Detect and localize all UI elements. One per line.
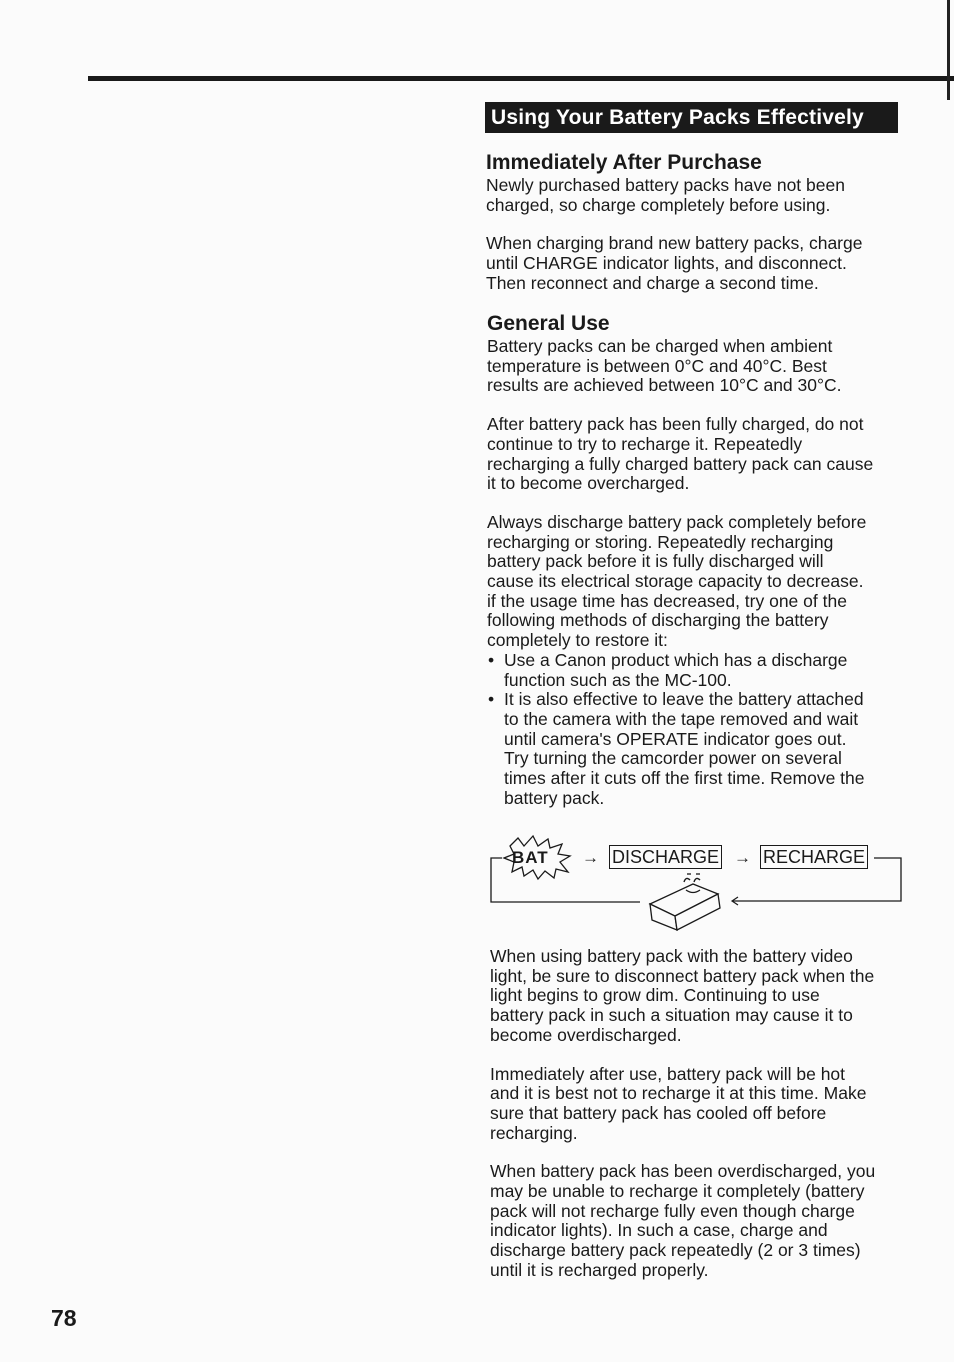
paragraph: Newly purchased battery packs have not been charged, so charge completely before using. [486,175,845,215]
paragraph: Immediately after use, battery pack will be hot and it is best not to recharge it at this time. Make sure that battery pack has cooled off before recharging. [490,1063,867,1143]
page-edge-mark [947,0,950,100]
section-general-use [487,312,907,808]
paragraph: Always discharge battery pack completely before recharging or storing. Repeatedly recharging battery pack before it is fully discharged will cause its electrical storage capacity to decrease. if the usage time has decreased, try one of the following methods of discharging the battery completely to restore it: [487,511,867,651]
paragraph: When using battery pack with the battery video light, be sure to disconnect battery pack when the light begins to grow dim. Continuing to use battery pack in such a situation may cause it to become overdischarged. [490,946,875,1045]
paragraph: After battery pack has been fully charged, do not continue to try to recharge it. Repeatedly recharging a fully charged battery pack can cause it to become overcharged. [487,414,874,494]
discharge-step-box: DISCHARGE [609,845,722,869]
paragraph: When battery pack has been overdischarged, you may be unable to recharge it completely (battery pack will not recharge fully even though charge indicator lights). In such a case, charge and discharge battery pack repeatedly (2 or 3 times) until it is recharged properly. [490,1161,876,1280]
top-rule [88,76,954,81]
section-immediately-after-purchase [486,151,906,294]
discharge-recharge-diagram [488,834,906,934]
paragraph: When charging brand new battery packs, charge until CHARGE indicator lights, and disconnect. Then reconnect and charge a second time. [486,233,863,293]
bat-label: BAT [512,848,549,867]
paragraph: Battery packs can be charged when ambient temperature is between 0°C and 40°C. Best results are achieved between 10°C and 30°C. [487,336,842,396]
closing-notes [490,947,910,1281]
recharge-step-box: RECHARGE [760,845,868,869]
heading-general-use: General Use [487,312,610,335]
discharge-methods-list [487,651,907,809]
arrow-right-icon: → [582,848,599,867]
heading-immediately-after-purchase: Immediately After Purchase [486,151,762,174]
arrow-right-icon: → [734,848,751,867]
page-number: 78 [51,1305,77,1331]
list-item: • Use a Canon product which has a discharge function such as the MC-100. [487,651,907,690]
list-item: • It is also effective to leave the battery attached to the camera with the tape removed and wait until camera's OPERATE indicator goes out. Try turning the camcorder power on several times after it cuts off the first time. Remove the battery pack. [487,690,907,808]
section-title-banner: Using Your Battery Packs Effectively [485,102,898,133]
